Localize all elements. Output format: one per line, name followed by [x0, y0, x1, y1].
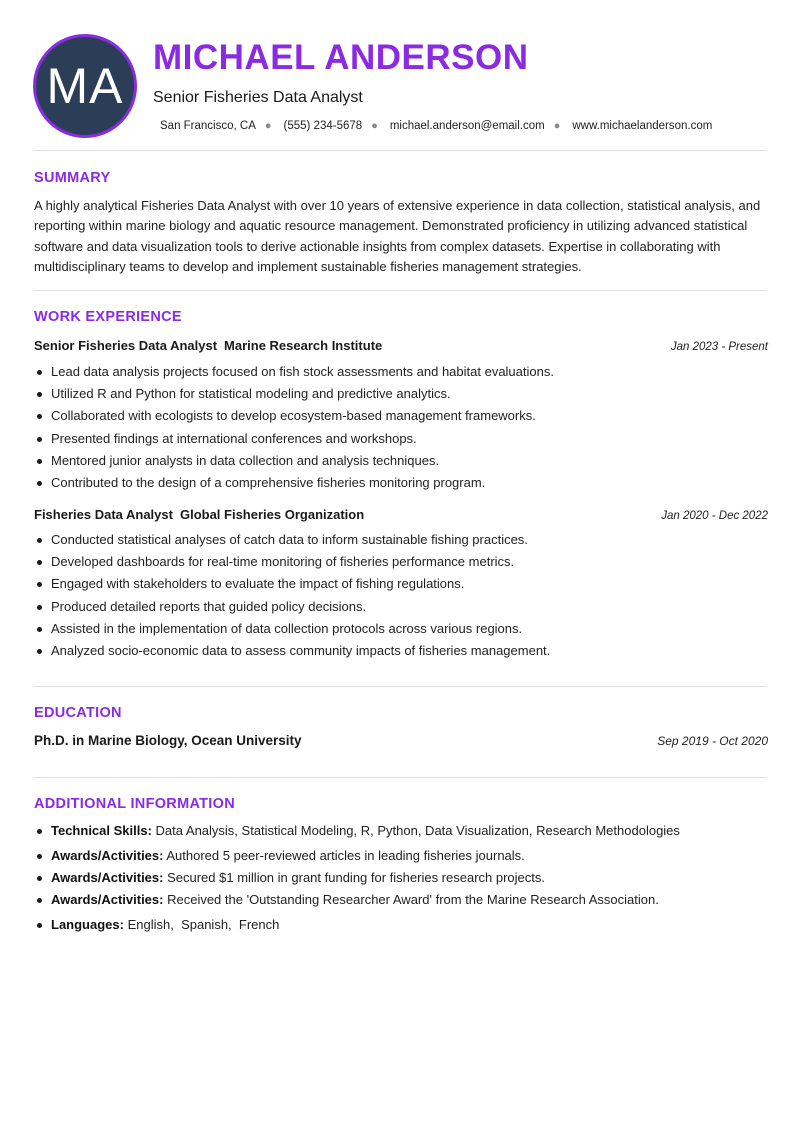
info-label: Languages:	[51, 917, 124, 933]
job-title: Senior Fisheries Data Analyst	[153, 89, 363, 106]
contact-info	[160, 120, 712, 132]
candidate-name: MICHAEL ANDERSON	[153, 38, 529, 77]
additional-info-list	[34, 820, 768, 937]
list-item: Analyzed socio-economic data to assess community impacts of fisheries management.	[34, 640, 768, 662]
list-item	[34, 867, 768, 889]
divider	[33, 150, 767, 151]
education-heading: EDUCATION	[34, 705, 122, 721]
job-header	[34, 338, 768, 353]
job-bullets	[34, 361, 768, 494]
list-item	[34, 820, 768, 845]
contact-email[interactable]: michael.anderson@email.com	[389, 120, 545, 132]
divider	[33, 290, 767, 291]
list-item: Utilized R and Python for statistical modeling and predictive analytics.	[34, 383, 768, 405]
summary-text: A highly analytical Fisheries Data Analyst with over 10 years of extensive experience in data collection, statistical analysis, and reporting within marine biology and aquatic resource management. Demonstrated proficiency in utilizing advanced statistical software and data visualization tools to derive actionable insights from complex datasets. Expertise in collaborating with multidisciplinary teams to develop and implement sustainable fisheries management strategies.	[34, 198, 761, 274]
list-item: Produced detailed reports that guided policy decisions.	[34, 596, 768, 618]
list-item: Lead data analysis projects focused on fish stock assessments and habitat evaluations.	[34, 361, 768, 383]
info-label: Technical Skills:	[51, 823, 152, 838]
separator-dot-icon: ●	[553, 120, 561, 132]
list-item: Contributed to the design of a comprehensive fisheries monitoring program.	[34, 472, 768, 494]
avatar-initials: MA	[46, 58, 124, 114]
info-value: Secured $1 million in grant funding for fisheries research projects.	[167, 870, 546, 886]
contact-location: San Francisco, CA	[160, 120, 256, 132]
job-company: Marine Research Institute	[224, 338, 383, 353]
list-item: Presented findings at international conferences and workshops.	[34, 428, 768, 450]
job-dates: Jan 2023 - Present	[670, 341, 768, 353]
list-item	[34, 914, 768, 936]
job-header	[34, 507, 768, 522]
list-item: Conducted statistical analyses of catch data to inform sustainable fishing practices.	[34, 529, 768, 551]
job-company: Global Fisheries Organization	[179, 507, 365, 522]
separator-dot-icon: ●	[371, 120, 378, 132]
education-entry	[34, 733, 768, 748]
info-value: Received the 'Outstanding Researcher Award' from the Marine Research Association.	[167, 892, 659, 908]
additional-info-heading: ADDITIONAL INFORMATION	[34, 796, 235, 812]
list-item	[34, 889, 768, 914]
info-value: English, Spanish, French	[127, 917, 280, 933]
list-item: Assisted in the implementation of data collection protocols across various regions.	[34, 618, 768, 640]
info-value: Data Analysis, Statistical Modeling, R, Python, Data Visualization, Research Methodologies	[155, 823, 680, 838]
education-dates: Sep 2019 - Oct 2020	[657, 734, 768, 748]
avatar	[33, 34, 137, 138]
job-role: Senior Fisheries Data Analyst	[34, 338, 218, 353]
work-experience-heading: WORK EXPERIENCE	[34, 309, 182, 325]
info-label: Awards/Activities:	[51, 848, 164, 863]
info-value: Authored 5 peer-reviewed articles in leading fisheries journals.	[166, 848, 525, 863]
list-item	[34, 845, 768, 867]
list-item: Engaged with stakeholders to evaluate the impact of fishing regulations.	[34, 573, 768, 595]
divider	[33, 777, 767, 778]
info-label: Awards/Activities:	[51, 892, 164, 908]
education-degree: Ph.D. in Marine Biology, Ocean University	[34, 733, 302, 748]
contact-website[interactable]: www.michaelanderson.com	[572, 120, 713, 132]
list-item: Mentored junior analysts in data collection and analysis techniques.	[34, 450, 768, 472]
divider	[33, 686, 767, 687]
list-item: Collaborated with ecologists to develop ecosystem-based management frameworks.	[34, 405, 768, 427]
job-role: Fisheries Data Analyst	[34, 507, 173, 522]
job-bullets	[34, 529, 768, 662]
summary-heading: SUMMARY	[34, 170, 111, 186]
info-label: Awards/Activities:	[51, 870, 164, 886]
job-dates: Jan 2020 - Dec 2022	[661, 510, 768, 522]
list-item: Developed dashboards for real-time monitoring of fisheries performance metrics.	[34, 551, 768, 573]
separator-dot-icon: ●	[264, 120, 272, 132]
contact-phone: (555) 234-5678	[283, 120, 363, 132]
